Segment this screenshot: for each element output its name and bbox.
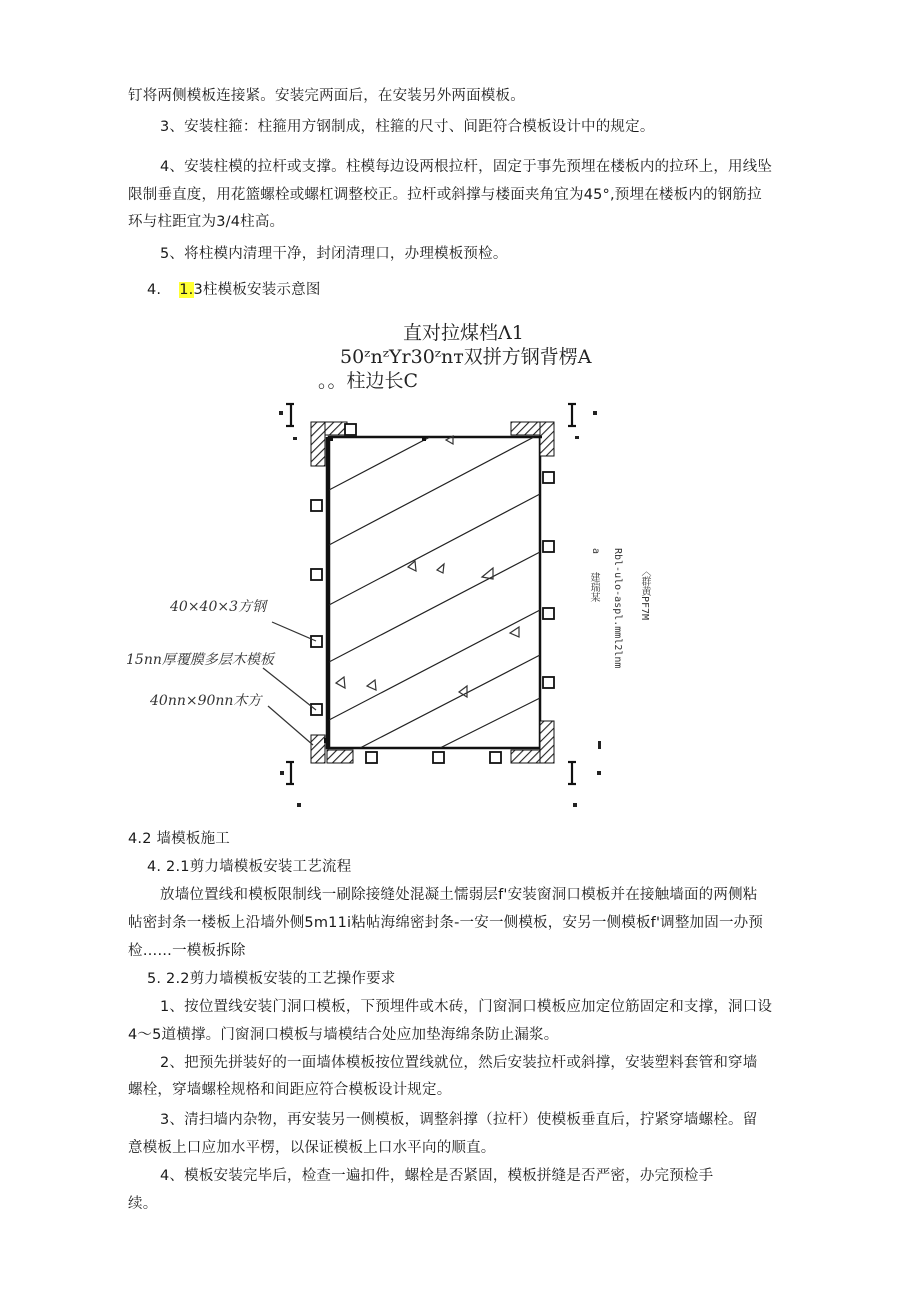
- wall-step-3-line1: 3、清扫墙内杂物，再安装另一侧模板，调整斜撑（拉杆）使模板垂直后，拧紧穿墙螺栓。留: [160, 1112, 758, 1128]
- heading-5-2-2: 5. 2.2剪力墙模板安装的工艺操作要求: [147, 971, 396, 987]
- heading-num: 4.: [147, 282, 162, 298]
- label-timber: 40nn×90nn木方: [150, 693, 262, 709]
- wall-step-1-line2: 4～5道横撑。门窗洞口模板与墙模结合处应加垫海绵条防止漏浆。: [128, 1027, 559, 1043]
- wall-step-3-line2: 意模板上口应加水平楞，以保证模板上口水平向的顺直。: [128, 1140, 496, 1156]
- heading-4-2: 4.2 墙模板施工: [128, 831, 230, 847]
- heading-text: 3柱模板安装示意图: [193, 282, 321, 298]
- label-square-steel: 40×40×3方钢: [170, 599, 266, 615]
- vertical-label-3: 建瑞某: [588, 572, 599, 602]
- wall-step-2-line1: 2、把预先拼装好的一面墙体模板按位置线就位，然后安装拉杆或斜撑，安装塑料套管和穿墙: [160, 1055, 758, 1071]
- para-step-3: 3、安装柱箍：柱箍用方钢制成，柱箍的尺寸、间距符合模板设计中的规定。: [160, 119, 655, 135]
- wall-step-4-line1: 4、模板安装完毕后，检查一遍扣件，螺栓是否紧固，模板拼缝是否严密，办完预检手: [160, 1168, 714, 1184]
- figure-title-3: 。。柱边长C: [318, 370, 419, 392]
- flow-line-1: 放墙位置线和模板限制线一刷除接缝处混凝土懦弱层f'安装窗洞口模板并在接触墙面的两侧粘: [160, 887, 758, 903]
- para-step-4-line1: 4、安装柱模的拉杆或支撑。柱模每边设两根拉杆，固定于事先预埋在楼板内的拉环上，用线坠: [160, 159, 773, 175]
- para-step-4-line2: 限制垂直度，用花篮螺栓或螺杠调整校正。拉杆或斜撑与楼面夹角宜为45°,预埋在楼板内的钢筋拉: [128, 187, 762, 203]
- vertical-label-2: 〈群黄PF7M: [639, 566, 650, 621]
- figure-title-2: 50ᶻnᶻYr30ᶻnт双拼方钢背楞A: [340, 346, 592, 368]
- label-plywood: 15nn厚覆膜多层木模板: [126, 652, 274, 668]
- highlight-mark: 1.: [179, 282, 194, 298]
- para-continuation: 钉将两侧模板连接紧。安装完两面后，在安装另外两面模板。: [128, 88, 525, 104]
- para-step-5: 5、将柱模内清理干净，封闭清理口，办理模板预检。: [160, 246, 508, 262]
- heading-4-2-1: 4. 2.1剪力墙模板安装工艺流程: [147, 859, 352, 875]
- vertical-label-1: Rbl-ulo-aspl.mml2lnm: [612, 548, 623, 669]
- column-formwork-diagram: [0, 390, 920, 830]
- column-outline: [329, 437, 540, 748]
- vertical-label-4: a: [590, 548, 601, 555]
- flow-line-3: 检……一模板拆除: [128, 943, 246, 959]
- figure-title-1: 直对拉煤档Λ1: [403, 322, 524, 344]
- para-step-4-line3: 环与柱距宜为3/4柱高。: [128, 214, 285, 230]
- wall-step-1-line1: 1、按位置线安装门洞口模板，下预埋件或木砖，门窗洞口模板应加定位筋固定和支撑，洞口设: [160, 999, 773, 1015]
- wall-step-2-line2: 螺栓，穿墙螺栓规格和间距应符合模板设计规定。: [128, 1082, 452, 1098]
- flow-line-2: 帖密封条一楼板上沿墙外侧5m11i粘帖海绵密封条-一安一侧模板，安另一侧模板f'调整加固一办预: [128, 915, 764, 931]
- wall-step-4-line2: 续。: [128, 1196, 158, 1212]
- heading-4-1-3: [147, 280, 321, 300]
